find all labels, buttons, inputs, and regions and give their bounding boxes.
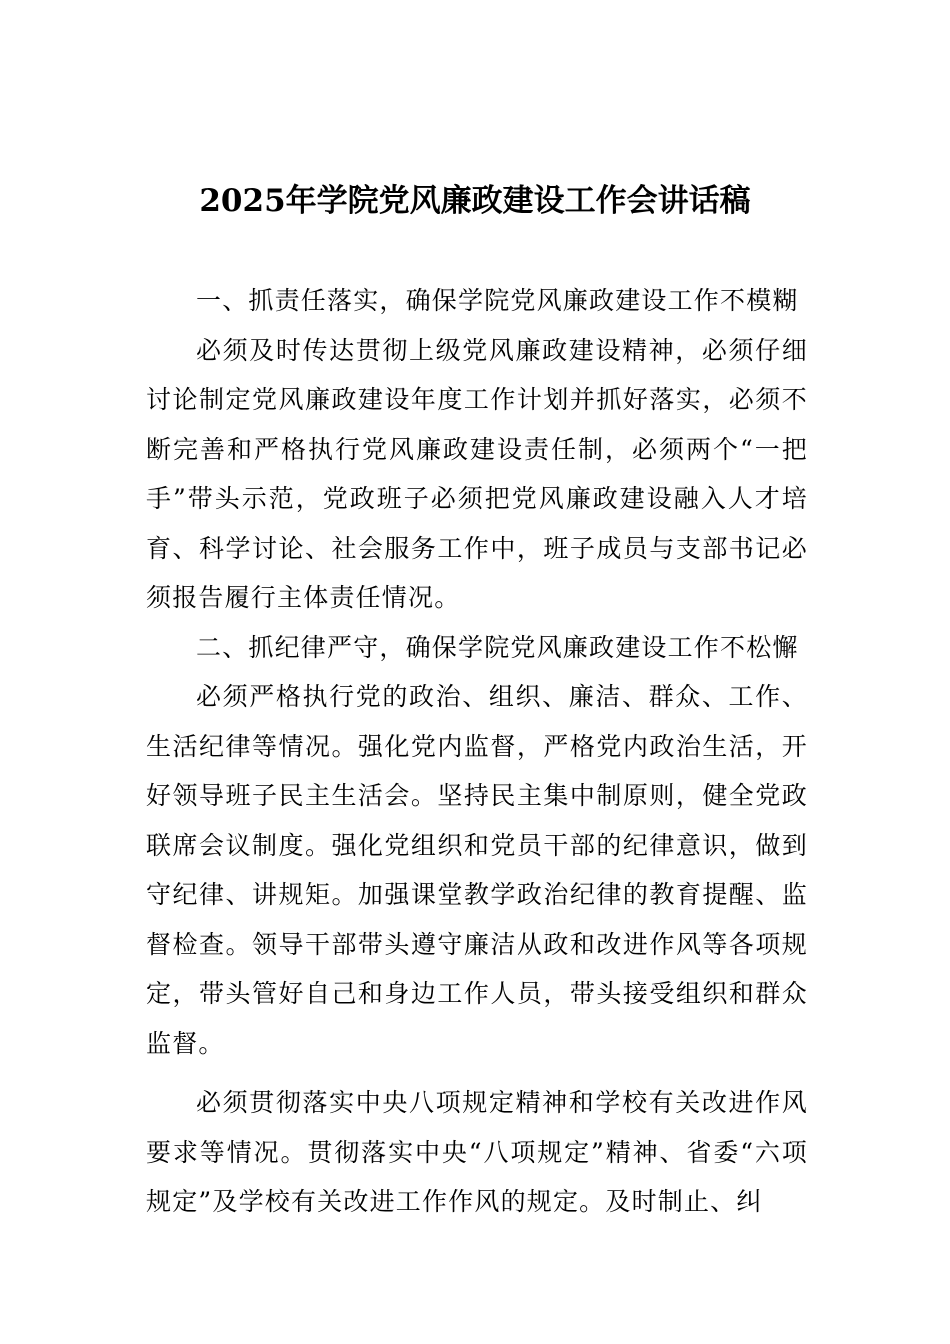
paragraph-3: 必须贯彻落实中央八项规定精神和学校有关改进作风要求等情况。贯彻落实中央“八项规定”精神、省委“六项规定”及学校有关改进工作作风的规定。及时制止、纠 bbox=[146, 1088, 808, 1216]
paragraph-1: 必须及时传达贯彻上级党风廉政建设精神，必须仔细讨论制定党风廉政建设年度工作计划并抓好落实，必须不断完善和严格执行党风廉政建设责任制，必须两个“一把手”带头示范，党政班子必须把党风廉政建设融入人才培育、科学讨论、社会服务工作中，班子成员与支部书记必须报告履行主体责任情况。 bbox=[146, 335, 808, 612]
document-body bbox=[146, 276, 808, 1227]
document-title: 2025年学院党风廉政建设工作会讲话稿 bbox=[199, 183, 751, 219]
section-heading-2: 二、抓纪律严守，确保学院党风廉政建设工作不松懈 bbox=[196, 632, 799, 662]
paragraph-2: 必须严格执行党的政治、组织、廉洁、群众、工作、生活纪律等情况。强化党内监督，严格党内政治生活，开好领导班子民主生活会。坚持民主集中制原则，健全党政联席会议制度。强化党组织和党员干部的纪律意识，做到守纪律、讲规矩。加强课堂教学政治纪律的教育提醒、监督检查。领导干部带头遵守廉洁从政和改进作风等各项规定，带头管好自己和身边工作人员，带头接受组织和群众监督。 bbox=[146, 682, 808, 1058]
section-heading-1: 一、抓责任落实，确保学院党风廉政建设工作不模糊 bbox=[196, 286, 799, 315]
